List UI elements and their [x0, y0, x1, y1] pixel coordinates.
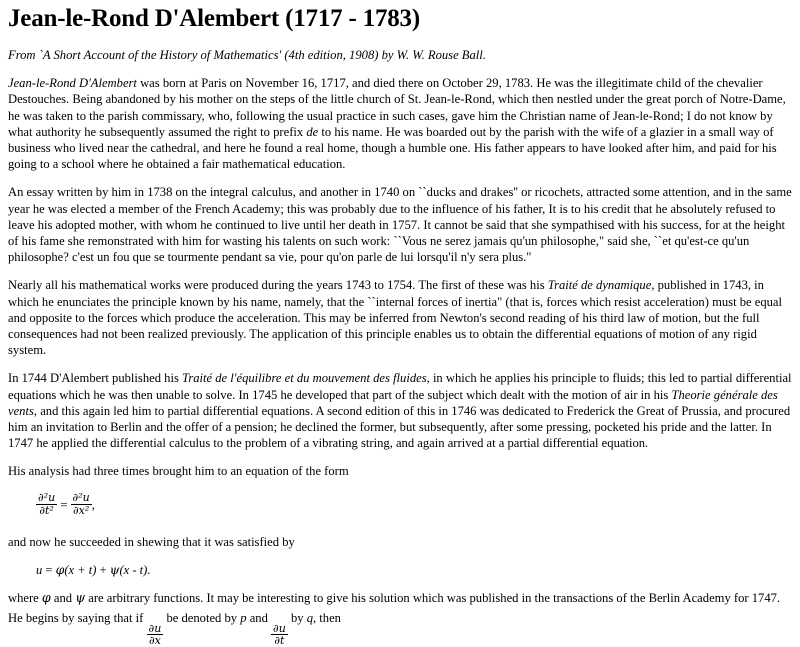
paragraph-dynamique: Nearly all his mathematical works were produced during the years 1743 to 1754. The first of these was his Traité de dynamique, published in 1743, in which he enunciates the principle known by his name, namely, that the ``internal forces of inertia" (that is, forces which resist acceleration) must be equal and opposite to the forces which produce the acceleration. This may be inferred from Newton's second reading of his third law of motion, but the full consequences had not been realized previously. The application of this principle enables us to obtain the differential equations of motion of any rigid system.: [8, 278, 783, 358]
paragraph-fluids: In 1744 D'Alembert published his Traité de l'équilibre et du mouvement des fluides, in which he applies his principle to fluids; this led to partial differential equations which he was then unable to solve. In 1745 he developed that part of the subject which dealt with the motion of air in his Theorie générale des vents, and this again led him to partial differential equations. A second edition of this in 1746 was dedicated to Frederick the Great of Prussia, and procured him an invitation to Berlin and the offer of a pension; he declined the former, but subsequently, after some pressing, pocketed his pride and the latter. In 1747 he applied the differential calculus to the problem of a vibrating string, and again arrived at a partial differential equation.: [8, 371, 792, 451]
work-title: Theorie générale des vents: [8, 387, 778, 418]
subject-name: Jean-le-Rond D'Alembert: [8, 76, 137, 91]
fraction-du-dt: $\frac{\partial u}{\partial t}$: [273, 622, 286, 647]
paragraph-functions: where φ and ψ are arbitrary functions. It may be interesting to give his solution which was published in the transactions of the Berlin Academy for 1747.: [8, 590, 781, 606]
psi-symbol: ψ: [109, 561, 120, 577]
article: [0, 4, 800, 646]
phi-symbol: φ: [41, 590, 51, 606]
wave-equation: $\frac{\text{∂²u}}{\text{∂t²}}$ = $\frac{\text{∂²u}}{\text{∂x²}}$ ,: [38, 491, 95, 518]
page-title: Jean-le-Rond D'Alembert (1717 - 1783): [8, 5, 420, 32]
source-citation: From `A Short Account of the History of Mathematics' (4th edition, 1908) by W. W. Rouse Ball.: [8, 48, 486, 62]
prefix-de: de: [306, 124, 319, 139]
paragraph-birth: Jean-le-Rond D'Alembert was born at Paris on November 16, 1717, and died there on October 29, 1783. He was the illegitimate child of the chevalier Destouches. Being abandoned by his mother on the steps of the little church of St. Jean-le-Rond, which then nestled under the great porch of Notre-Dame, he was taken to the parish commissary, who, following the usual practice in such cases, gave him the Christian name of Jean-le-Rond; I do not know by what authority he subsequently assumed the right to prefix de to his name. He was boarded out by the parish with the wife of a glazier in a small way of business who lived near the cathedral, and here he found a real home, though a humble one. His father appears to have looked after him, and paid for his going to a school where he obtained a fair mathematical education.: [8, 76, 786, 172]
paragraph-analysis: His analysis had three times brought him to an equation of the form: [8, 464, 349, 479]
fraction-rhs: $\frac{\text{∂²u}}{\text{∂x²}}$: [72, 491, 90, 518]
psi-symbol: ψ: [75, 590, 86, 606]
paragraph-shewing: and now he succeeded in shewing that it was satisfied by: [8, 534, 295, 549]
fraction-lhs: $\frac{\text{∂²u}}{\text{∂t²}}$: [38, 491, 56, 518]
paragraph-early-work: An essay written by him in 1738 on the integral calculus, and another in 1740 on ``ducks and drakes'' or ricochets, attracted some attention, and in the same year he was elected a member of the French Academy; this was probably due to the influence of his father, It is to his credit that he absolutely refused to leave his adopted mother, with whom he continued to live until her death in 1757. It cannot be said that she sympathised with his success, for at the height of his fame she remonstrated with him for wasting his talents on such work: ``Vous ne serez jamais qu'un philosophe," said she, ``et qu'est-ce qu'un philosophe? c'est un fou que se tourmente pendant sa vie, pour qu'on parle de lui lorsqu'il n'y sera plus.": [8, 185, 792, 265]
work-title: Traité de dynamique: [547, 278, 652, 293]
work-title: Traité de l'équilibre et du mouvement des fluides: [182, 371, 427, 386]
phi-symbol: φ: [55, 561, 65, 577]
paragraph-begins: He begins by saying that if $\frac{\partial u}{\partial x}$ be denoted by p and $\frac{\partial u}{\partial t}$ by q, then: [8, 611, 341, 647]
solution-equation: u = φ(x + t) + ψ(x - t).: [36, 561, 151, 577]
fraction-du-dx: $\frac{\partial u}{\partial x}$: [148, 622, 162, 647]
